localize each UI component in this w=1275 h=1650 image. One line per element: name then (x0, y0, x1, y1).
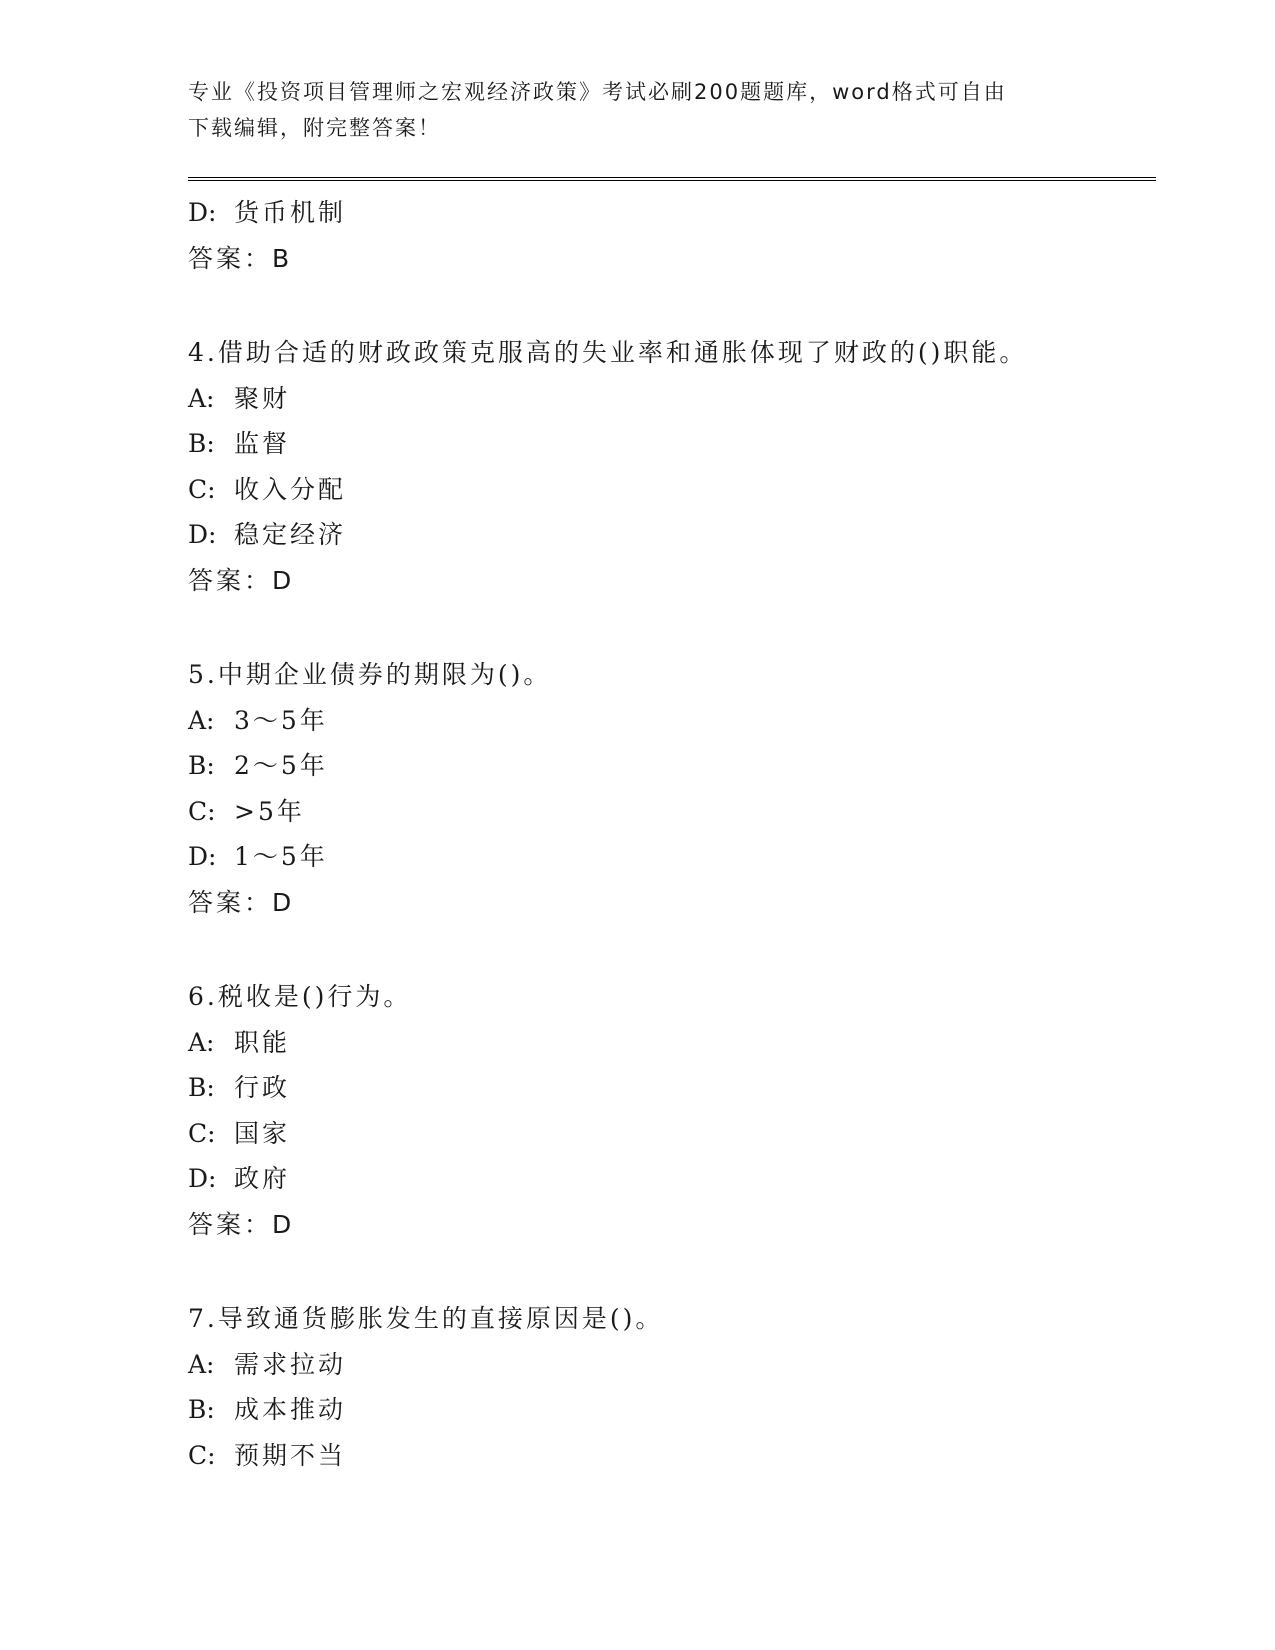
option-key: A: (188, 1349, 215, 1379)
option-text: 收入分配 (234, 474, 347, 504)
option-key: D: (188, 1164, 217, 1193)
option-line (188, 376, 1148, 422)
option-key: B: (188, 1395, 215, 1424)
option-key: C: (188, 1440, 216, 1470)
option-key: B: (188, 1073, 215, 1102)
option-key: D: (188, 520, 217, 549)
answer-line (188, 558, 1148, 604)
option-key: D: (188, 842, 217, 871)
question-stem: 4.借助合适的财政政策克服高的失业率和通胀体现了财政的()职能。 (188, 338, 1028, 367)
option-key: A: (188, 1027, 215, 1057)
header-line-2: 下载编辑，附完整答案！ (188, 116, 441, 140)
question-stem: 5.中期企业债券的期限为()。 (188, 660, 552, 689)
option-line (188, 1342, 1148, 1388)
option-text: 政府 (234, 1164, 291, 1193)
answer-value: D (272, 887, 293, 917)
option-line (188, 698, 1148, 744)
option-key: B: (188, 429, 215, 458)
option-text: 聚财 (234, 383, 291, 413)
option-line (188, 1111, 1148, 1157)
option-line (188, 467, 1148, 513)
option-line (188, 1156, 1148, 1202)
option-line (188, 1433, 1148, 1479)
answer-label: 答案： (188, 565, 273, 595)
option-line (188, 512, 1148, 558)
document-header (188, 74, 1068, 146)
option-text: 行政 (234, 1073, 291, 1102)
option-line (188, 421, 1148, 467)
option-key: B: (188, 751, 215, 780)
option-text: 2～5年 (234, 751, 328, 780)
option-line (188, 1020, 1148, 1066)
header-line-1: 专业《投资项目管理师之宏观经济政策》考试必刷200题题库，word格式可自由 (188, 80, 1007, 104)
answer-value: D (272, 565, 293, 595)
option-key: C: (188, 796, 216, 826)
question-list (188, 190, 1148, 1478)
option-text: 预期不当 (234, 1440, 347, 1470)
option-key: C: (188, 1118, 216, 1148)
option-key: A: (188, 705, 215, 735)
option-key: D: (188, 198, 217, 227)
option-text: 成本推动 (234, 1395, 347, 1424)
answer-label: 答案： (188, 887, 273, 917)
option-line (188, 834, 1148, 880)
answer-label: 答案： (188, 1209, 273, 1239)
option-text: 需求拉动 (234, 1349, 347, 1379)
answer-line (188, 880, 1148, 926)
option-text: 3～5年 (234, 705, 328, 735)
option-key: C: (188, 474, 216, 504)
answer-line (188, 1202, 1148, 1248)
option-line (188, 789, 1148, 835)
question-stem: 6.税收是()行为。 (188, 982, 412, 1011)
answer-line (188, 236, 1148, 282)
answer-value: B (272, 243, 291, 273)
option-text: 职能 (234, 1027, 291, 1057)
option-text: 国家 (234, 1118, 291, 1148)
option-text: >5年 (234, 796, 305, 826)
option-text: 稳定经济 (234, 520, 347, 549)
option-line (188, 743, 1148, 789)
question-stem: 7.导致通货膨胀发生的直接原因是()。 (188, 1304, 664, 1333)
answer-value: D (272, 1209, 293, 1239)
header-divider (188, 177, 1156, 181)
option-text: 监督 (234, 429, 291, 458)
option-text: 货币机制 (234, 198, 347, 227)
option-line (188, 1387, 1148, 1433)
answer-label: 答案： (188, 243, 273, 273)
option-line (188, 1065, 1148, 1111)
option-line (188, 190, 1148, 236)
option-key: A: (188, 383, 215, 413)
option-text: 1～5年 (234, 842, 328, 871)
